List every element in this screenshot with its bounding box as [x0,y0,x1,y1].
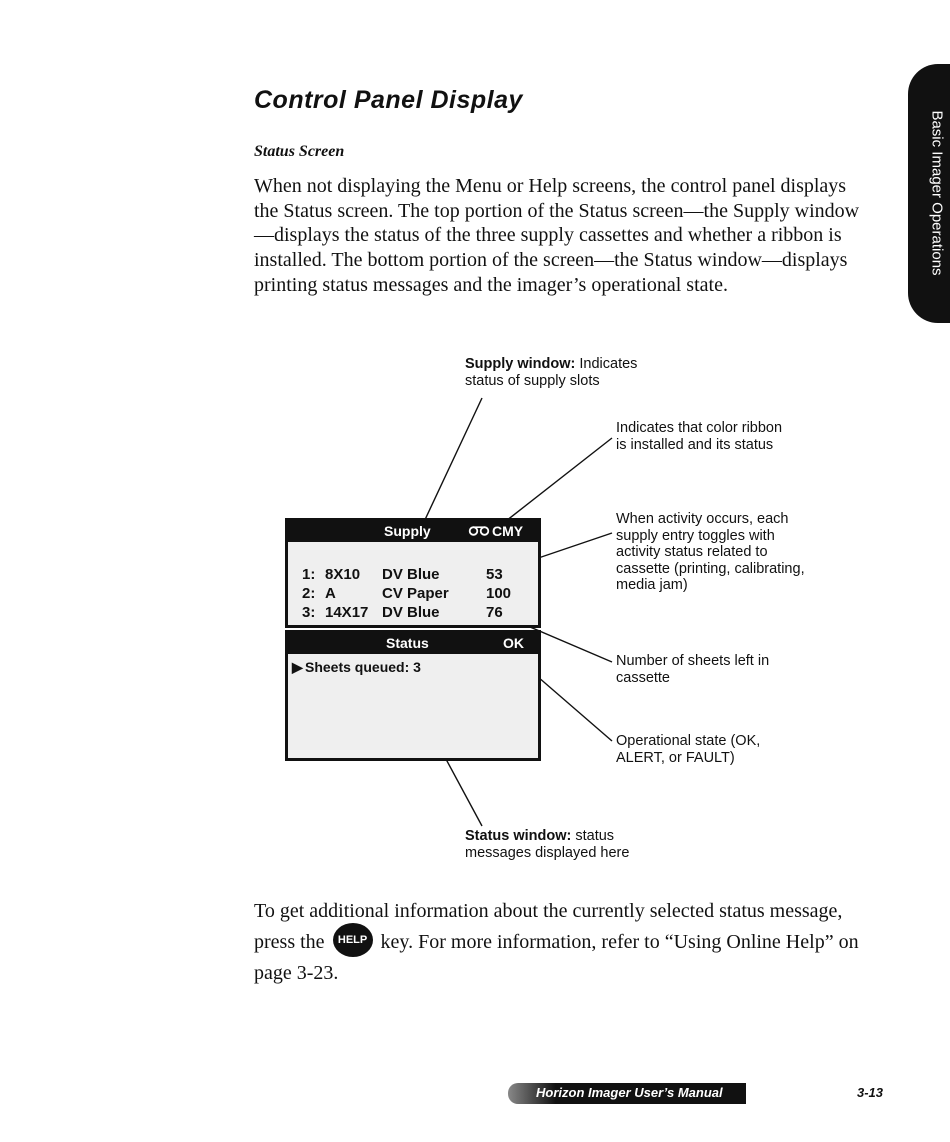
supply-window [285,518,541,628]
supply-size: 8X10 [325,566,361,583]
status-window-header [288,633,538,654]
callout-operational-state: Operational state (OK, ALERT, or FAULT) [616,733,761,766]
ribbon-icon [468,526,490,536]
chapter-tab-label: Basic Imager Operations [928,110,946,276]
status-header-label: Status [386,635,429,651]
ribbon-cmy-label: CMY [492,523,524,539]
callout-ribbon: Indicates that color ribbon is installed and its status [616,420,783,453]
supply-row [302,604,532,622]
footer-manual-title: Horizon Imager User’s Manual [536,1085,723,1100]
page-title: Control Panel Display [254,86,523,114]
supply-media: CV Paper [382,585,449,602]
help-paragraph: To get additional information about the currently selected status message, press the HELP key. For more information, refer to “Using Online Help” on page 3-23. [254,900,859,984]
callout-activity: When activity occurs, each supply entry toggles with activity status related to cassette (printing, calibrating, media jam) [616,511,805,593]
help-key-icon: HELP [333,923,373,957]
supply-count: 100 [486,585,512,602]
supply-size: A [325,585,336,602]
supply-slot: 1: [302,566,316,583]
supply-header-label: Supply [384,523,431,539]
supply-slot: 2: [302,585,316,602]
supply-slot: 3: [302,604,316,621]
supply-media: DV Blue [382,604,440,621]
supply-size: 14X17 [325,604,369,621]
supply-media: DV Blue [382,566,440,583]
supply-count: 76 [486,604,503,621]
supply-row [302,566,532,584]
leader-ribbon [506,438,612,521]
status-window [285,630,541,761]
operational-state: OK [503,635,524,651]
page-number: 3-13 [857,1085,884,1100]
message-pointer-icon: ▶ [292,659,303,675]
supply-count: 53 [486,566,503,583]
section-heading: Status Screen [254,143,345,160]
callout-supply-window: Supply window: Indicates status of supply slots [465,356,638,389]
intro-paragraph: When not displaying the Menu or Help screens, the control panel displays the Status screen. The top portion of the Status screen—the Supply window—displays the status of the three supply cassettes and whether a ribbon is installed. The bottom portion of the screen—the Status window—displays printing status messages and the imager’s operational state. [254,175,860,296]
status-message-row [292,659,532,677]
supply-window-header [288,521,538,542]
status-message: Sheets queued: 3 [305,659,421,675]
supply-row [302,585,532,603]
callout-status-window: Status window: status messages displayed here [465,828,630,861]
callout-sheets-left: Number of sheets left in cassette [616,653,770,686]
